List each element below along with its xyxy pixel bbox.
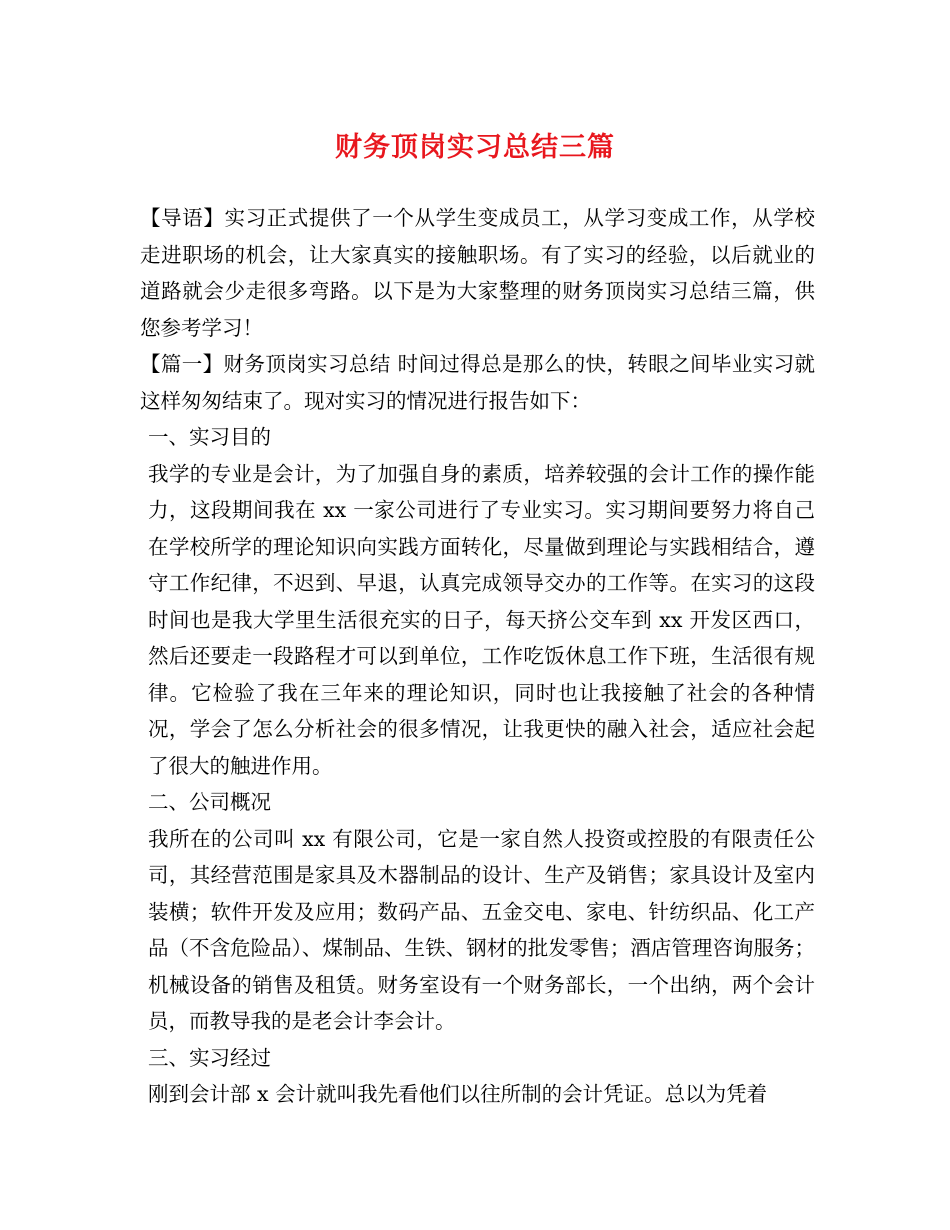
chapter-one-intro-paragraph: 【篇一】财务顶岗实习总结 时间过得总是那么的快，转眼之间毕业实习就这样匆匆结束了。现对实习的情况进行报告如下：	[140, 352, 815, 413]
section-heading-company: 二、公司概况	[148, 790, 271, 814]
section-heading-purpose: 一、实习目的	[148, 425, 271, 449]
document-title: 财务顶岗实习总结三篇	[335, 132, 615, 163]
company-paragraph: 我所在的公司叫 xx 有限公司，它是一家自然人投资或控股的有限责任公司，其经营范围是家具及木器制品的设计、生产及销售；家具设计及室内装横；软件开发及应用；数码产品、五金交电、家电、针纺织品、化工产品（不含危险品）、煤制品、生铁、钢材的批发零售；酒店管理咨询服务；机械设备的销售及租赁。财务室设有一个财务部长，一个出纳，两个会计员，而教导我的是老会计李会计。	[148, 826, 815, 1033]
section-heading-process: 三、实习经过	[148, 1045, 271, 1070]
document-body	[140, 200, 815, 1113]
intro-paragraph: 【导语】实习正式提供了一个从学生变成员工，从学习变成工作，从学校走进职场的机会，让大家真实的接触职场。有了实习的经验，以后就业的道路就会少走很多弯路。以下是为大家整理的财务顶岗实习总结三篇，供您参考学习！	[140, 206, 815, 340]
process-paragraph: 刚到会计部 x 会计就叫我先看他们以往所制的会计凭证。总以为凭着	[148, 1082, 768, 1106]
purpose-paragraph: 我学的专业是会计，为了加强自身的素质，培养较强的会计工作的操作能力，这段期间我在 xx 一家公司进行了专业实习。实习期间要努力将自己在学校所学的理论知识向实践方面转化，尽量做到理论与实践相结合，遵守工作纪律，不迟到、早退，认真完成领导交办的工作等。在实习的这段时间也是我大学里生活很充实的日子，每天挤公交车到 xx 开发区西口，然后还要走一段路程才可以到单位，工作吃饭休息工作下班，生活很有规律。它检验了我在三年来的理论知识，同时也让我接触了社会的各种情况，学会了怎么分析社会的很多情况，让我更快的融入社会，适应社会起了很大的触进作用。	[148, 461, 815, 778]
